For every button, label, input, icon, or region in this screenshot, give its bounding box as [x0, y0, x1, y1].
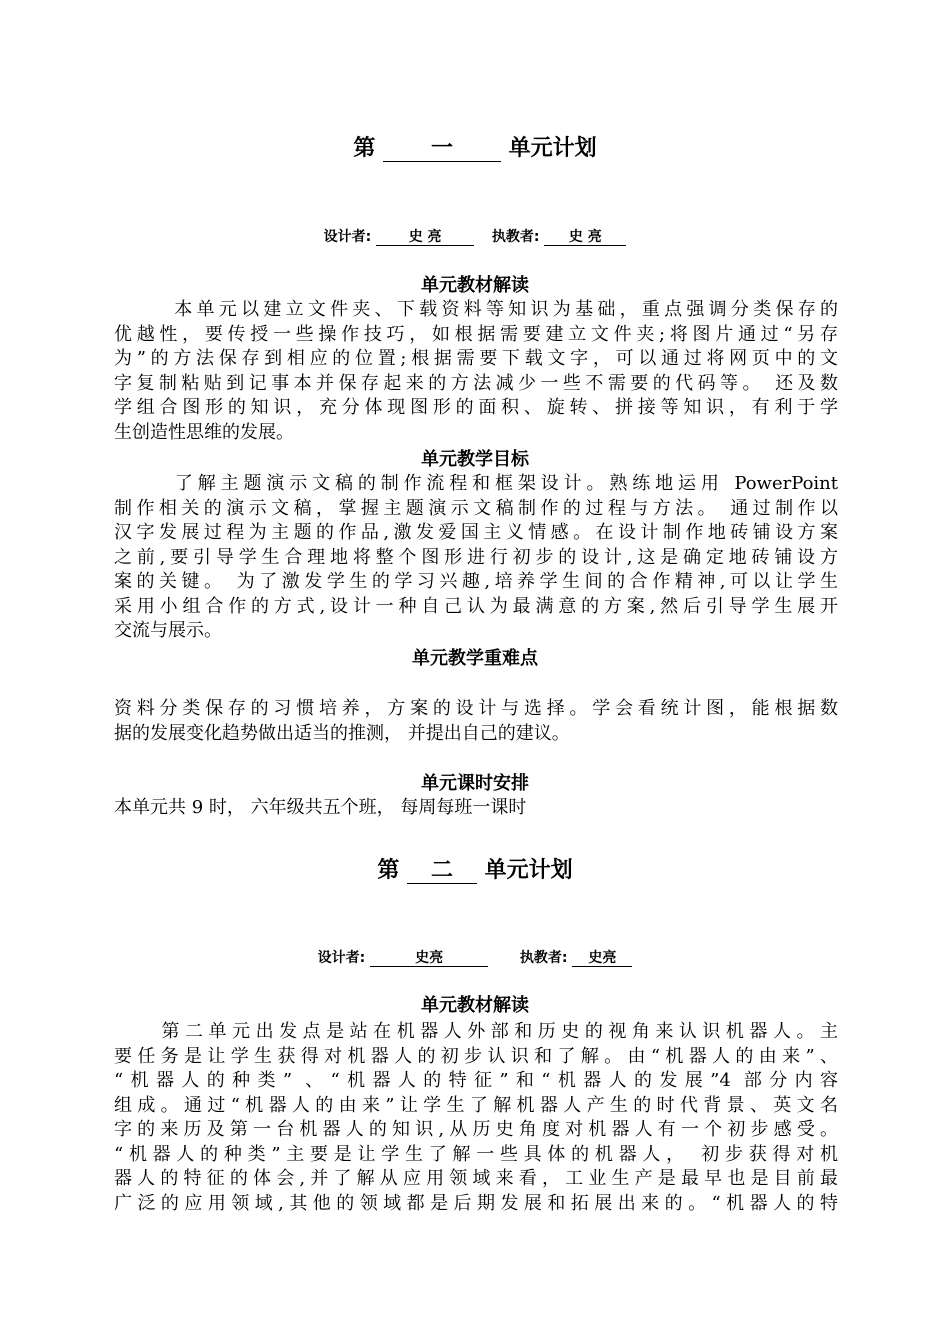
unit1-section4-heading: 单元课时安排 — [421, 773, 529, 794]
text-line: 案的关键。 为了激发学生的学习兴趣,培养学生间的合作精神,可以让学生 — [114, 571, 838, 592]
text-line: 制作相关的演示文稿，掌握主题演示文稿制作的过程与方法。 通过制作以 — [114, 497, 838, 519]
text-line: 资料分类保存的习惯培养，方案的设计与选择。学会看统计图，能根据数 — [114, 698, 838, 719]
unit1-meta — [0, 227, 950, 247]
unit1-section1-heading: 单元教材解读 — [421, 275, 529, 296]
text-line: 本单元共 9 时， 六年级共五个班， 每周每班一课时 — [114, 797, 527, 818]
unit2-title-prefix: 第 — [377, 858, 400, 883]
text-line: 组成。通过“机器人的由来”让学生了解机器人产生的时代背景、英文名 — [114, 1094, 838, 1116]
unit1-designer-label: 设计者: — [323, 229, 372, 245]
unit2-meta — [0, 948, 950, 968]
unit1-section2-body — [114, 472, 838, 644]
text-line: 汉字发展过程为主题的作品,激发爱国主义情感。在设计制作地砖铺设方案 — [114, 522, 838, 543]
text-line: 字复制粘贴到记事本并保存起来的方法减少一些不需要的代码等。 还及数 — [114, 372, 838, 394]
unit2-title — [0, 856, 950, 886]
unit1-section4-body — [114, 796, 838, 821]
unit2-title-suffix: 单元计划 — [484, 858, 573, 883]
unit1-executor-label: 执教者: — [491, 229, 540, 245]
text-line: “机器人的种类” 、“机器人的特征”和“机器人的发展”4 部分内容 — [114, 1070, 838, 1091]
text-line: 器人的特征的体会,并了解从应用领域来看，工业生产是最早也是目前最 — [114, 1168, 838, 1189]
unit2-executor-label: 执教者: — [519, 950, 568, 966]
text-line: 第二单元出发点是站在机器人外部和历史的视角来认识机器人。主 — [156, 1021, 838, 1042]
unit1-title-suffix: 单元计划 — [508, 136, 597, 161]
unit1-title — [0, 134, 950, 164]
text-line: 了解主题演示文稿的制作流程和框架设计。熟练地运用 PowerPoint — [170, 473, 838, 494]
text-line: 生创造性思维的发展。 — [114, 421, 294, 443]
unit2-designer-label: 设计者: — [317, 950, 366, 966]
unit1-section3-heading: 单元教学重难点 — [412, 648, 538, 669]
text-line: 之前,要引导学生合理地将整个图形进行初步的设计,这是确定地砖铺设方 — [114, 546, 838, 568]
text-line: 要任务是让学生获得对机器人的初步认识和了解。由“机器人的由来”、 — [114, 1045, 838, 1067]
text-line: 据的发展变化趋势做出适当的推测， 并提出自己的建议。 — [114, 722, 570, 744]
unit2-section1-heading: 单元教材解读 — [421, 995, 529, 1016]
unit1-section1-body — [114, 298, 838, 445]
text-line: 采用小组合作的方式,设计一种自己认为最满意的方案,然后引导学生展开 — [114, 595, 838, 617]
unit1-designer-name: 史 亮 — [376, 229, 474, 246]
text-line: 广泛的应用领域,其他的领域都是后期发展和拓展出来的。“机器人的特 — [114, 1192, 838, 1214]
unit2-designer-name: 史亮 — [370, 950, 488, 967]
unit1-title-prefix: 第 — [353, 136, 376, 161]
unit1-section2-heading: 单元教学目标 — [421, 449, 529, 470]
text-line: 字的来历及第一台机器人的知识,从历史角度对机器人有一个初步感受。 — [114, 1119, 838, 1140]
text-line: 学组合图形的知识，充分体现图形的面积、旋转、拼接等知识，有利于学 — [114, 397, 838, 418]
text-line: 本单元以建立文件夹、下载资料等知识为基础，重点强调分类保存的 — [170, 299, 838, 320]
unit2-title-number: 二 — [407, 859, 477, 884]
unit1-executor-name: 史 亮 — [544, 229, 626, 246]
text-line: 交流与展示。 — [114, 620, 222, 641]
text-line: 为”的方法保存到相应的位置;根据需要下载文字，可以通过将网页中的文 — [114, 348, 838, 369]
unit2-section1-body — [114, 1020, 838, 1216]
unit1-title-number: 一 — [383, 137, 501, 162]
unit1-section3-body — [114, 697, 838, 746]
unit2-executor-name: 史亮 — [572, 950, 632, 967]
text-line: “机器人的种类”主要是让学生了解一些具体的机器人， 初步获得对机 — [114, 1143, 838, 1165]
text-line: 优越性，要传授一些操作技巧，如根据需要建立文件夹;将图片通过“另存 — [114, 323, 838, 345]
